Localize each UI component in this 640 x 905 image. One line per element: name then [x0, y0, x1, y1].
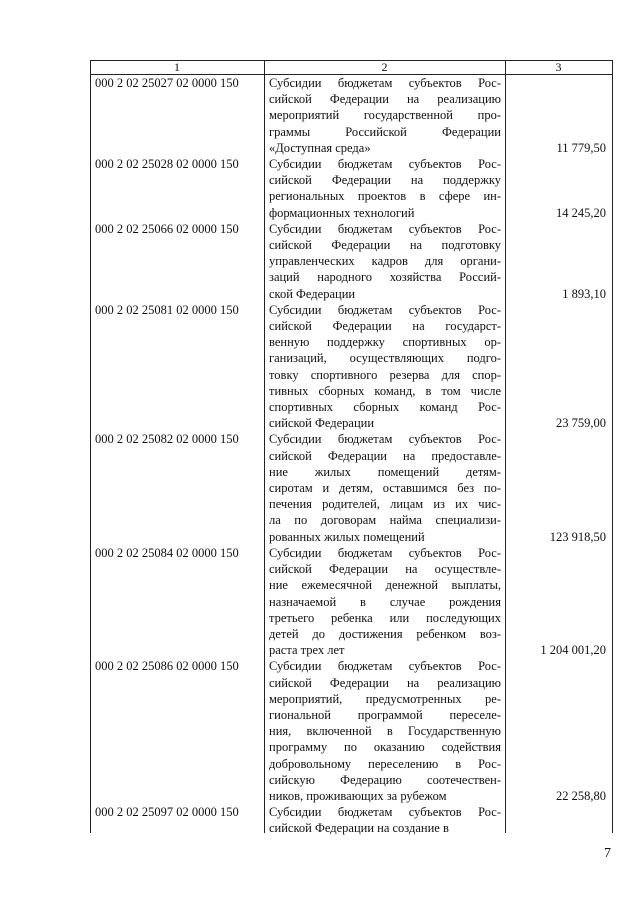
description-line: ние ежемесячной денежной выплаты, — [269, 578, 501, 593]
description-line: мероприятий, предусмотренных ре- — [269, 691, 501, 706]
description-line: ния, включенной в Государственную — [269, 724, 501, 739]
description-line: граммы Российской Федерации — [269, 124, 501, 139]
description-line: ние жилых помещений детям- — [269, 464, 501, 479]
description-line: третьего ребенка или последующих — [269, 610, 501, 625]
amount-text: 14 245,20 — [556, 205, 606, 220]
budget-code: 000 2 02 25027 02 0000 150 — [95, 76, 239, 90]
amount-text: 11 779,50 — [556, 140, 606, 155]
table-row — [90, 658, 612, 804]
description-line: сийской Федерации на государст- — [269, 319, 501, 334]
subsidy-description — [264, 804, 505, 836]
amount-text: 22 258,80 — [556, 788, 606, 803]
description-line: Субсидии бюджетам субъектов Рос- — [269, 805, 501, 820]
table-row — [90, 804, 612, 836]
description-line: Субсидии бюджетам субъектов Рос- — [269, 545, 501, 560]
amount-value — [505, 804, 612, 836]
description-line: управленческих кадров для органи- — [269, 254, 501, 269]
budget-code: 000 2 02 25028 02 0000 150 — [95, 157, 239, 172]
description-line: ганизаций, осуществляющих подго- — [269, 351, 501, 366]
amount-text: 1 893,10 — [562, 286, 606, 301]
description-line: венную поддержку спортивных ор- — [269, 335, 501, 350]
description-line: Субсидии бюджетам субъектов Рос- — [269, 432, 501, 447]
table-body — [90, 75, 612, 837]
budget-code: 000 2 02 25086 02 0000 150 — [95, 659, 239, 674]
description-line: детей до достижения ребенком воз- — [269, 626, 501, 641]
description-line: региональных проектов в сфере ин- — [269, 189, 501, 204]
subsidy-description — [264, 658, 505, 804]
description-line: сийской Федерации на предоставле- — [269, 448, 501, 463]
description-line: сийской Федерации на поддержку — [269, 173, 501, 188]
amount-value — [505, 658, 612, 804]
budget-code: 000 2 02 25081 02 0000 150 — [95, 302, 239, 317]
budget-code: 000 2 02 25097 02 0000 150 — [95, 805, 239, 820]
description-line: заций народного хозяйства Россий- — [269, 270, 501, 285]
description-line: тивных сборных команд, в том числе — [269, 383, 501, 398]
subsidy-description — [264, 156, 505, 221]
amount-value — [505, 75, 612, 156]
description-line: товку спортивного резерва для спор- — [269, 367, 501, 382]
table-row — [90, 156, 612, 221]
description-line: сийской Федерации на подготовку — [269, 238, 501, 253]
amount-text: 23 759,00 — [556, 416, 606, 431]
column-header-3: 3 — [555, 60, 562, 74]
amount-value — [505, 302, 612, 432]
amount-value — [505, 431, 612, 544]
description-line: назначаемой в случае рождения — [269, 594, 501, 609]
description-line: Субсидии бюджетам субъектов Рос- — [269, 76, 501, 90]
subsidy-description — [264, 431, 505, 544]
column-header-2: 2 — [381, 60, 388, 74]
description-line: Субсидии бюджетам субъектов Рос- — [269, 221, 501, 236]
budget-code: 000 2 02 25066 02 0000 150 — [95, 221, 239, 236]
description-line: Субсидии бюджетам субъектов Рос- — [269, 302, 501, 317]
description-line: сийской Федерации на реализацию — [269, 675, 501, 690]
description-line: гиональной программой переселе- — [269, 707, 501, 722]
description-line: спортивных сборных команд Рос- — [269, 400, 501, 415]
description-line: ской Федерации — [269, 286, 356, 301]
description-line: сийскую Федерацию соотечествен- — [269, 772, 501, 787]
subsidy-description — [264, 221, 505, 302]
description-line: мероприятий государственной про- — [269, 108, 501, 123]
description-line: сийской Федерации на реализацию — [269, 92, 501, 107]
table-border-right — [612, 60, 613, 833]
description-line: добровольному переселению в Рос- — [269, 756, 501, 771]
subsidy-description — [264, 302, 505, 432]
table-header — [90, 60, 612, 75]
description-line: Субсидии бюджетам субъектов Рос- — [269, 659, 501, 674]
budget-code: 000 2 02 25084 02 0000 150 — [95, 545, 239, 560]
description-line: сийской Федерации — [269, 416, 375, 431]
subsidy-description — [264, 75, 505, 156]
amount-value — [505, 221, 612, 302]
table-row — [90, 302, 612, 432]
subsidy-description — [264, 545, 505, 658]
description-line: Субсидии бюджетам субъектов Рос- — [269, 157, 501, 172]
page-number: 7 — [604, 846, 611, 861]
table-row — [90, 545, 612, 658]
column-header-1: 1 — [174, 60, 180, 74]
table-row — [90, 221, 612, 302]
description-line: программу по оказанию содействия — [269, 740, 501, 755]
table-row — [90, 75, 612, 156]
amount-text: 1 204 001,20 — [540, 643, 606, 658]
description-line: печения родителей, лицам из их чис- — [269, 497, 501, 512]
description-line: ла по договорам найма специализи- — [269, 513, 501, 528]
amount-text: 123 918,50 — [549, 529, 606, 544]
description-line: ников, проживающих за рубежом — [269, 788, 447, 803]
description-line: формационных технологий — [269, 205, 415, 220]
description-line: раста трех лет — [269, 643, 345, 658]
description-line: сийской Федерации на осуществле- — [269, 562, 501, 577]
description-line: рованных жилых помещений — [269, 529, 425, 544]
amount-value — [505, 545, 612, 658]
description-line: сийской Федерации на создание в — [269, 821, 449, 836]
budget-code: 000 2 02 25082 02 0000 150 — [95, 432, 239, 447]
table-row — [90, 431, 612, 544]
description-line: сиротам и детям, оставшимся без по- — [269, 481, 501, 496]
description-line: «Доступная среда» — [269, 140, 371, 155]
amount-value — [505, 156, 612, 221]
